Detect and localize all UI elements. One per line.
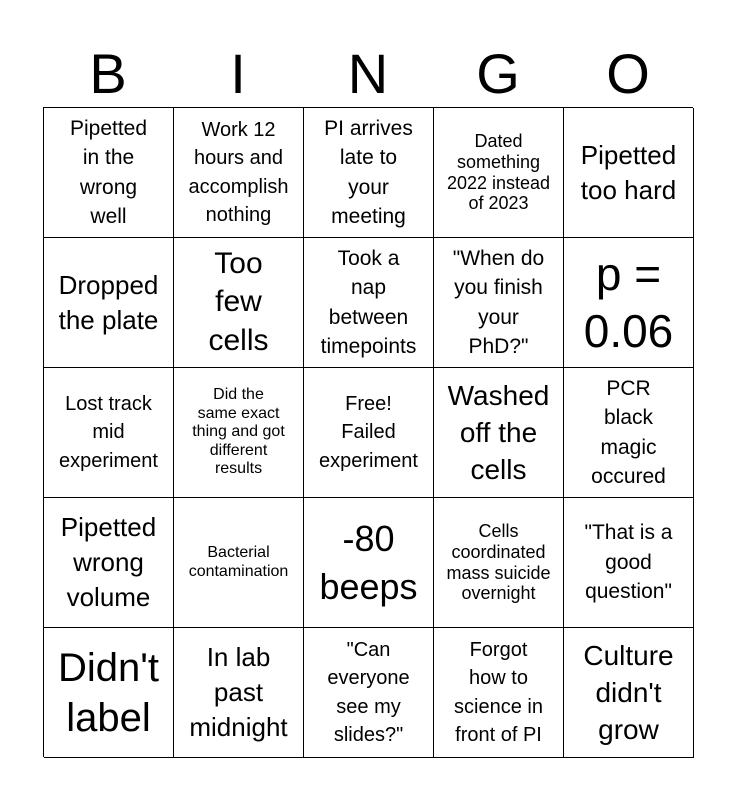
bingo-cell[interactable] <box>304 108 434 238</box>
bingo-cell[interactable] <box>304 498 434 628</box>
bingo-cell[interactable] <box>44 498 174 628</box>
bingo-cell-label: Free! Failed experiment <box>319 392 418 472</box>
bingo-cell[interactable] <box>44 108 174 238</box>
bingo-cell-label: Dated something 2022 instead of 2023 <box>446 130 551 214</box>
bingo-cell-label: Pipetted wrong volume <box>60 512 157 612</box>
header-letter-g: G <box>476 42 520 105</box>
bingo-cell-label: Washed off the cells <box>447 379 550 486</box>
bingo-cell-label: Didn't label <box>57 645 159 740</box>
bingo-cell[interactable] <box>564 108 694 238</box>
bingo-header <box>43 40 693 108</box>
bingo-cell-label: Took a nap between timepoints <box>320 246 417 358</box>
bingo-cell[interactable] <box>174 498 304 628</box>
bingo-cell[interactable] <box>564 368 694 498</box>
bingo-cell-label: PCR black magic occured <box>591 376 666 488</box>
bingo-cell-label: Too few cells <box>208 247 269 357</box>
bingo-cell[interactable] <box>564 628 694 758</box>
bingo-cell-label: Culture didn't grow <box>583 639 674 746</box>
bingo-cell-label: Cells coordinated mass suicide overnight <box>446 520 551 604</box>
bingo-cell[interactable] <box>174 238 304 368</box>
bingo-cell[interactable] <box>44 628 174 758</box>
bingo-grid <box>43 107 693 757</box>
header-letter-o: O <box>606 42 650 105</box>
bingo-cell[interactable] <box>434 238 564 368</box>
bingo-cell-label: "That is a good question" <box>584 521 673 604</box>
bingo-cell[interactable] <box>174 108 304 238</box>
bingo-cell[interactable] <box>174 628 304 758</box>
bingo-cell-label: Pipetted in the wrong well <box>69 116 148 228</box>
bingo-cell-label: Did the same exact thing and got different results <box>192 386 285 478</box>
bingo-cell[interactable] <box>434 108 564 238</box>
bingo-cell-label: PI arrives late to your meeting <box>324 116 413 228</box>
bingo-cell[interactable] <box>564 498 694 628</box>
header-letter-n: N <box>347 42 389 105</box>
bingo-cell-label: Bacterial contamination <box>188 543 289 580</box>
bingo-cell[interactable] <box>304 628 434 758</box>
bingo-cell-label: p = 0.06 <box>583 248 674 357</box>
bingo-cell-label: Forgot how to science in front of PI <box>454 638 543 746</box>
bingo-cell[interactable] <box>564 238 694 368</box>
bingo-cell[interactable] <box>434 368 564 498</box>
bingo-cell-label: Pipetted too hard <box>580 139 677 205</box>
bingo-cell-label: "Can everyone see my slides?" <box>327 638 410 746</box>
bingo-cell[interactable] <box>44 238 174 368</box>
bingo-cell[interactable] <box>304 368 434 498</box>
bingo-cell-label: Dropped the plate <box>58 269 159 335</box>
bingo-cell[interactable] <box>434 498 564 628</box>
bingo-cell-label: Work 12 hours and accomplish nothing <box>188 118 289 226</box>
header-letter-i: I <box>230 42 246 105</box>
bingo-cell-label: In lab past midnight <box>189 642 288 742</box>
bingo-cell-label: Lost track mid experiment <box>59 392 158 472</box>
header-letter-b: B <box>89 42 127 105</box>
bingo-cell[interactable] <box>44 368 174 498</box>
bingo-cell-label: -80 beeps <box>319 517 418 607</box>
bingo-cell[interactable] <box>174 368 304 498</box>
bingo-cell[interactable] <box>304 238 434 368</box>
bingo-cell[interactable] <box>434 628 564 758</box>
bingo-cell-label: "When do you finish your PhD?" <box>452 246 545 358</box>
